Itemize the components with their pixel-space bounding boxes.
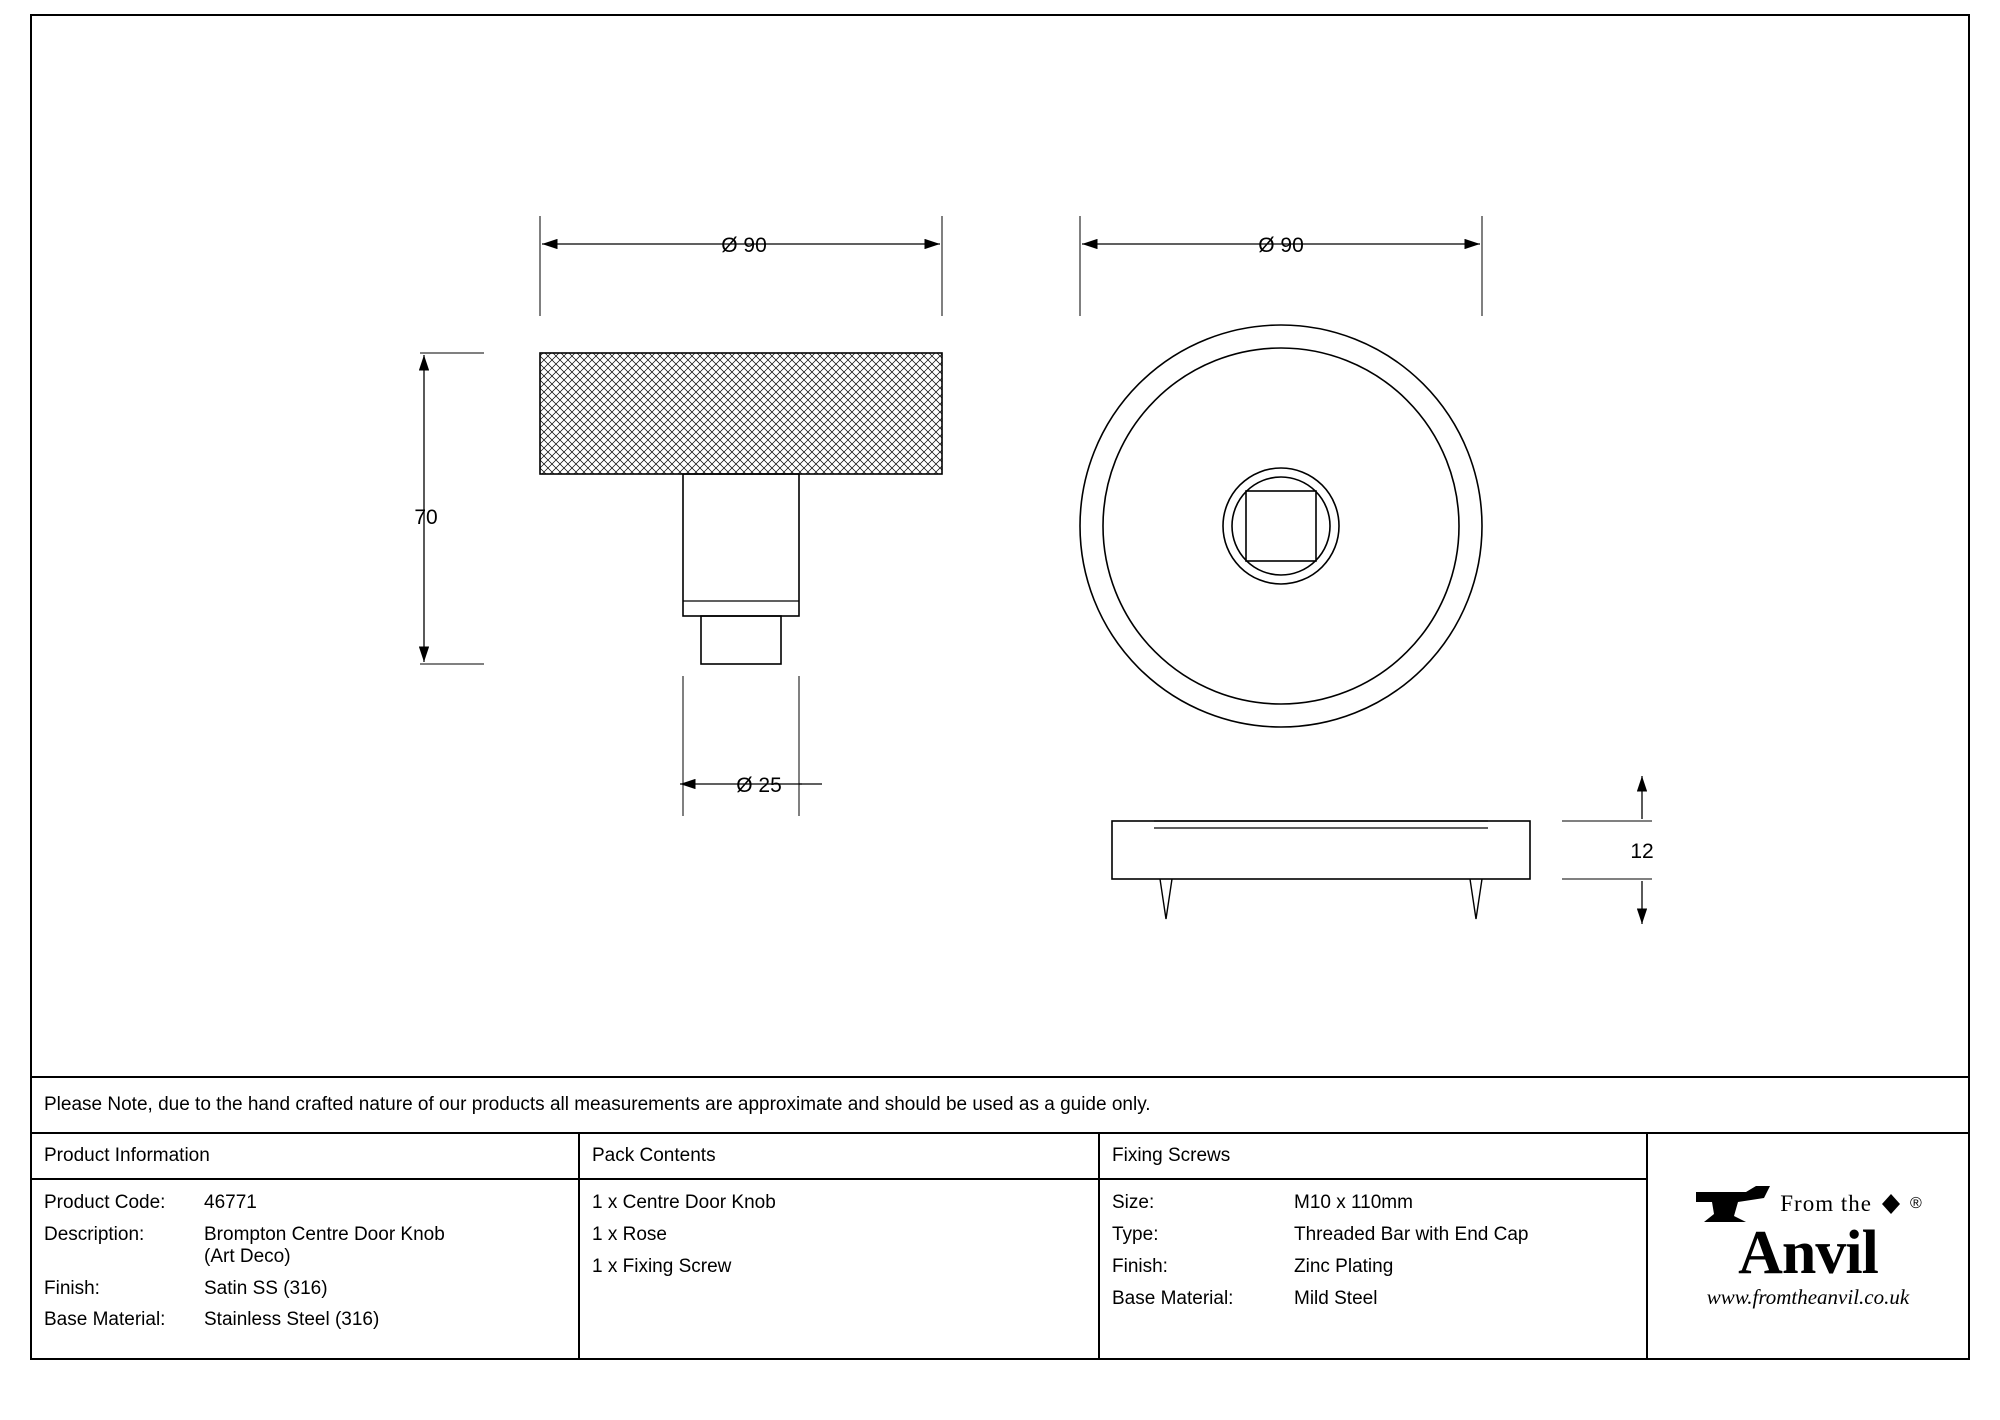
base-material-value: Stainless Steel (316): [204, 1309, 380, 1331]
technical-drawing-area: [32, 16, 1968, 1076]
screw-type-key: Type:: [1112, 1223, 1159, 1245]
description-value-line2: (Art Deco): [204, 1245, 291, 1267]
dim-label-rose-diameter: Ø 90: [1258, 234, 1304, 257]
fixing-screw-row: [1112, 1288, 1646, 1310]
description-value: Brompton Centre Door Knob: [204, 1223, 445, 1245]
pack-contents-heading: Pack Contents: [580, 1134, 1098, 1180]
product-info-row: [44, 1192, 578, 1214]
screw-finish-key: Finish:: [1112, 1255, 1168, 1277]
diamond-icon: [1880, 1193, 1902, 1215]
from-the-anvil-logo: [1648, 1134, 1968, 1358]
pack-contents-item: 1 x Centre Door Knob: [592, 1192, 776, 1213]
finish-key: Finish:: [44, 1277, 100, 1299]
product-info-row: [44, 1224, 578, 1268]
pack-contents-item: 1 x Rose: [592, 1224, 667, 1245]
product-info-row: [44, 1309, 578, 1331]
info-tables: [32, 1132, 1968, 1358]
dim-label-rose-depth: 12: [1630, 840, 1654, 863]
finish-value: Satin SS (316): [204, 1277, 328, 1299]
approximate-measurements-note: [32, 1076, 1968, 1132]
logo-from-the-text: From the: [1780, 1190, 1872, 1216]
screw-type-value: Threaded Bar with End Cap: [1294, 1223, 1529, 1245]
dim-label-knob-height: 70: [414, 506, 438, 529]
description-key: Description:: [44, 1223, 145, 1245]
base-material-key: Base Material:: [44, 1309, 166, 1331]
product-drawing-svg: [32, 16, 1968, 1074]
dim-label-stem-diameter: Ø 25: [736, 774, 782, 797]
drawing-sheet: [30, 14, 1970, 1360]
logo-registered-mark: ®: [1909, 1194, 1922, 1212]
screw-size-key: Size:: [1112, 1192, 1155, 1213]
note-text: Please Note, due to the hand crafted nature of our products all measurements are approximate and should be used as a guide only.: [44, 1094, 1151, 1115]
fixing-screws-heading: Fixing Screws: [1100, 1134, 1646, 1180]
screw-finish-value: Zinc Plating: [1294, 1255, 1394, 1277]
fixing-screw-row: [1112, 1256, 1646, 1278]
fixing-screw-row: [1112, 1192, 1646, 1214]
dim-label-knob-diameter: Ø 90: [721, 234, 767, 257]
logo-anvil-text: Anvil: [1738, 1218, 1878, 1287]
pack-contents-column: [580, 1134, 1100, 1358]
screw-base-material-key: Base Material:: [1112, 1287, 1234, 1309]
product-info-row: [44, 1278, 578, 1300]
product-code-value: 46771: [204, 1192, 257, 1213]
product-information-heading: Product Information: [32, 1134, 578, 1180]
fixing-screws-column: [1100, 1134, 1648, 1358]
fixing-screw-row: [1112, 1224, 1646, 1246]
logo-website-url: www.fromtheanvil.co.uk: [1706, 1285, 1910, 1310]
brand-logo-column: [1648, 1134, 1968, 1358]
product-code-key: Product Code:: [44, 1192, 166, 1213]
product-information-column: [32, 1134, 580, 1358]
screw-base-material-value: Mild Steel: [1294, 1287, 1378, 1309]
pack-contents-item: 1 x Fixing Screw: [592, 1256, 732, 1277]
screw-size-value: M10 x 110mm: [1294, 1192, 1413, 1213]
